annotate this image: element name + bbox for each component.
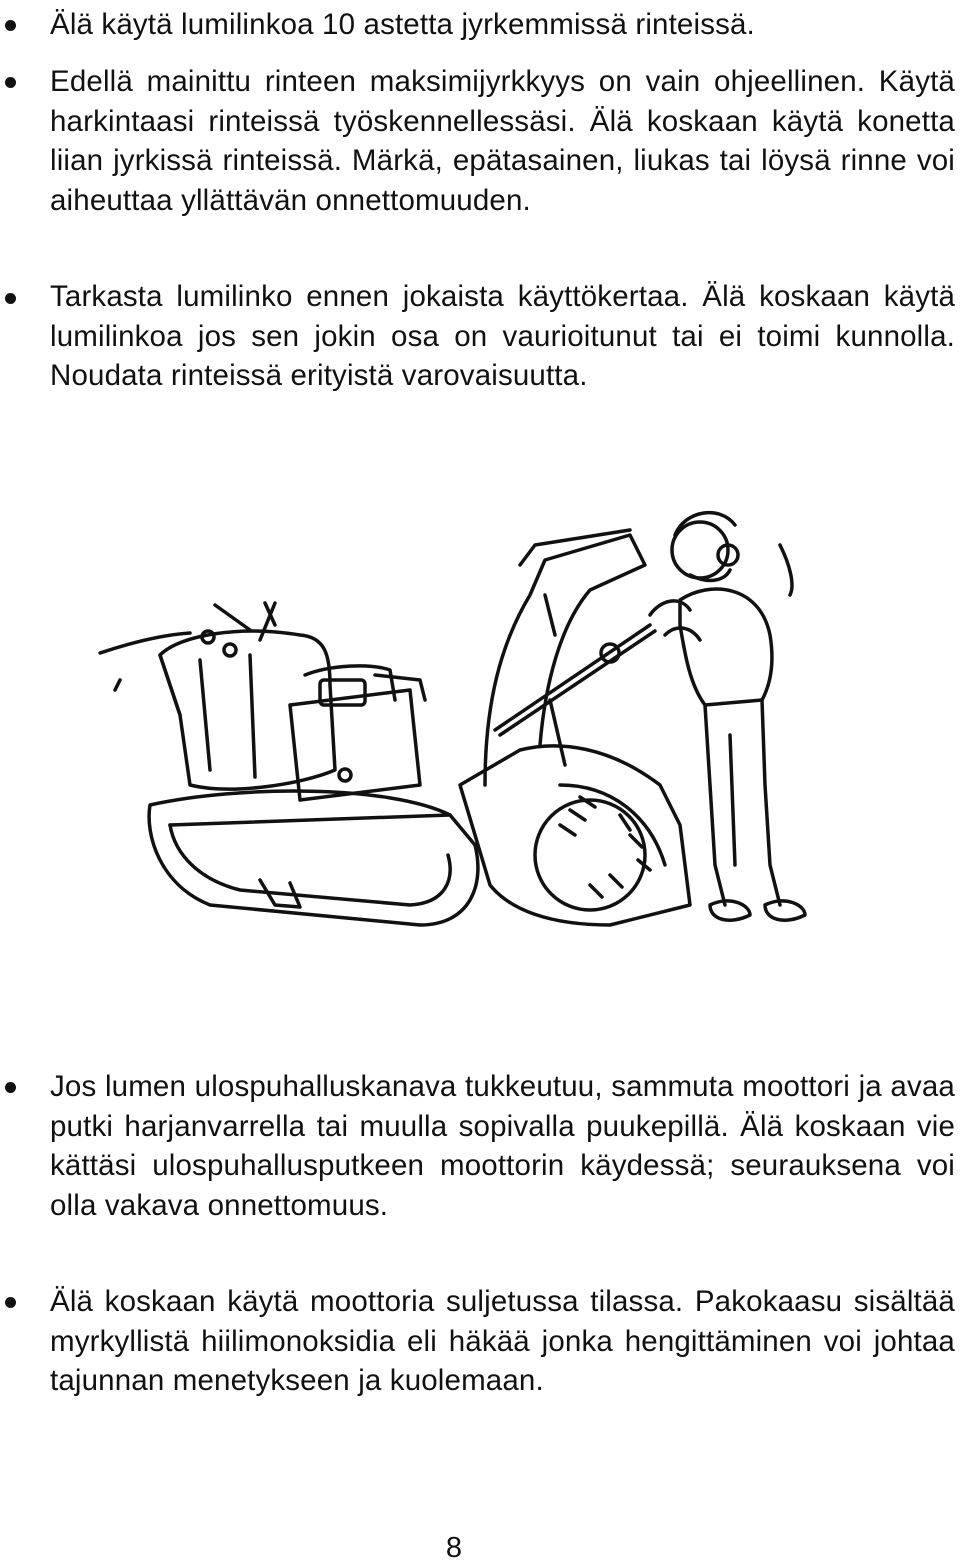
- snowblower-clearing-chute-icon: [90, 485, 810, 1005]
- bullet-icon: [5, 77, 16, 88]
- bullet-text: Älä koskaan käytä moottoria suljetussa tilassa. Pakokaasu sisältää myrkyllistä hiilimonoksidia eli häkää jonka hengittäminen voi johtaa tajunnan menetykseen ja kuolemaan.: [50, 1285, 955, 1397]
- bullet-text: Jos lumen ulospuhalluskanava tukkeutuu, sammuta moottori ja avaa putki harjanvarrella tai muulla sopivalla puukepillä. Älä koskaan vie kättäsi ulospuhallusputkeen moottorin käydessä; seurauksena voi olla vakava onnettomuus.: [50, 1070, 955, 1222]
- bullet-icon: [5, 1082, 16, 1093]
- bullet-icon: [5, 20, 16, 31]
- page-number: 8: [445, 1532, 463, 1564]
- snowblower-illustration: [90, 485, 810, 1005]
- bullet-icon: [5, 293, 16, 304]
- bullet-text: Tarkasta lumilinko ennen jokaista käyttökertaa. Älä koskaan käytä lumilinkoa jos sen jokin osa on vaurioitunut tai ei toimi kunnolla. Noudata rinteissä erityistä varovaisuutta.: [50, 280, 955, 392]
- bullet-icon: [5, 1297, 16, 1308]
- bullet-text: Edellä mainittu rinteen maksimijyrkkyys on vain ohjeellinen. Käytä harkintaasi rinteissä työskennellessäsi. Älä koskaan käytä konetta liian jyrkissä rinteissä. Märkä, epätasainen, liukas tai löysä rinne voi aiheuttaa yllättävän onnettomuuden.: [50, 65, 955, 217]
- bullet-text: Älä käytä lumilinkoa 10 astetta jyrkemmissä rinteissä.: [50, 8, 755, 41]
